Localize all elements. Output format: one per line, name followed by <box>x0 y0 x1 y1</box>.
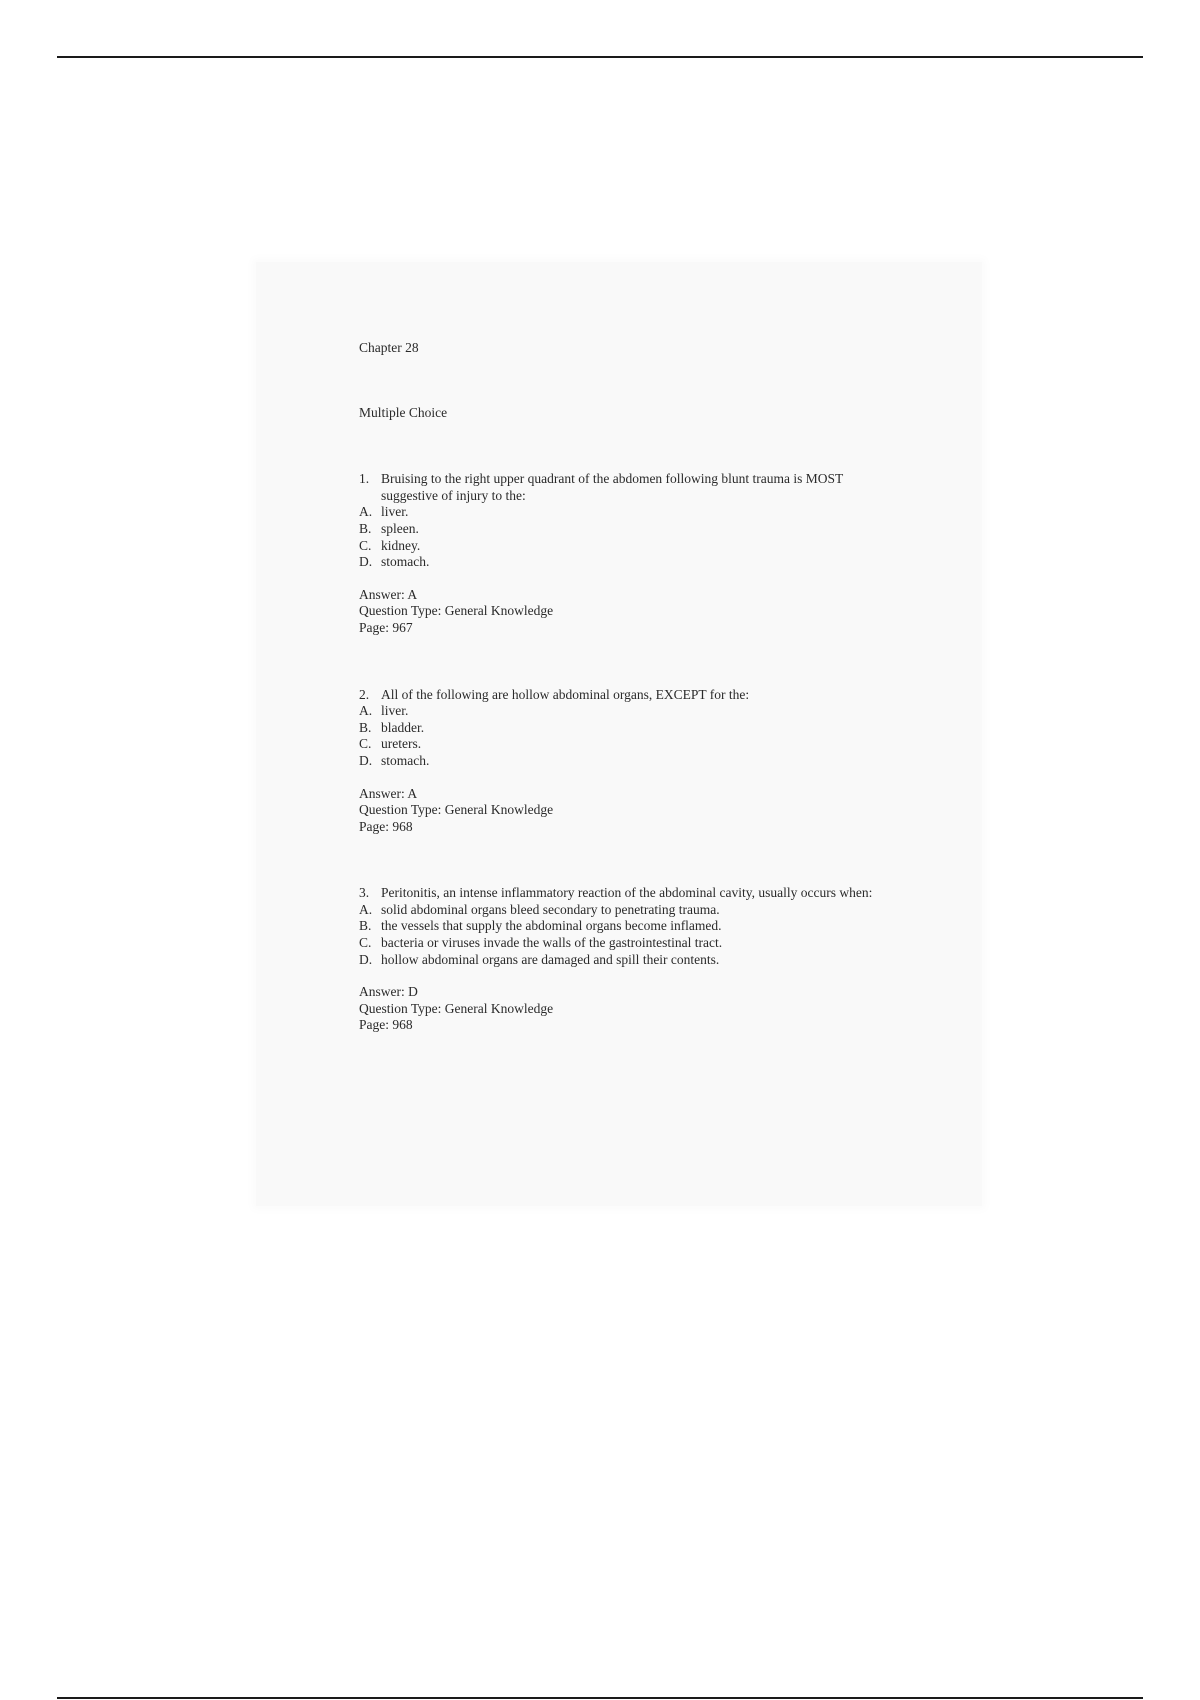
question-number: 3. <box>359 885 370 901</box>
option-list <box>359 703 899 769</box>
option-text: spleen. <box>381 520 419 536</box>
option-letter: C. <box>359 935 372 951</box>
option-letter: B. <box>359 918 372 934</box>
option-letter: A. <box>359 703 373 719</box>
option-text: ureters. <box>381 736 422 752</box>
question-1 <box>359 471 899 636</box>
answer: Answer: A <box>359 785 418 801</box>
section-title: Multiple Choice <box>359 404 448 420</box>
option-c <box>359 538 899 555</box>
question-type: Question Type: General Knowledge <box>359 1000 554 1016</box>
answer: Answer: D <box>359 984 418 1000</box>
option-letter: D. <box>359 752 373 768</box>
option-d <box>359 753 899 770</box>
question-3 <box>359 885 899 1034</box>
header-rule <box>57 56 1143 58</box>
option-text: liver. <box>381 703 409 719</box>
question-stem <box>359 687 899 704</box>
question-text: All of the following are hollow abdominal organs, EXCEPT for the: <box>381 686 750 702</box>
option-b <box>359 918 899 935</box>
option-letter: A. <box>359 901 373 917</box>
option-b <box>359 521 899 538</box>
option-list <box>359 504 899 570</box>
option-a <box>359 703 899 720</box>
question-number: 2. <box>359 686 370 702</box>
option-letter: A. <box>359 504 373 520</box>
option-c <box>359 736 899 753</box>
page-reference: Page: 968 <box>359 818 413 834</box>
answer-block <box>359 984 899 1034</box>
option-text: liver. <box>381 504 409 520</box>
option-letter: D. <box>359 554 373 570</box>
option-list <box>359 902 899 968</box>
answer-block <box>359 587 899 637</box>
option-text: solid abdominal organs bleed secondary to penetrating trauma. <box>381 901 720 917</box>
question-number: 1. <box>359 471 370 487</box>
footer-rule <box>57 1697 1143 1699</box>
option-text: kidney. <box>381 537 421 553</box>
question-text: Bruising to the right upper quadrant of the abdomen following blunt trauma is MOST suggestive of injury to the: <box>381 471 844 503</box>
option-a <box>359 504 899 521</box>
option-text: stomach. <box>381 554 430 570</box>
option-text: bladder. <box>381 719 425 735</box>
question-text: Peritonitis, an intense inflammatory reaction of the abdominal cavity, usually occurs when: <box>381 885 873 901</box>
question-type: Question Type: General Knowledge <box>359 603 554 619</box>
option-d <box>359 554 899 571</box>
option-a <box>359 902 899 919</box>
answer-block <box>359 786 899 836</box>
option-text: hollow abdominal organs are damaged and spill their contents. <box>381 951 720 967</box>
question-type: Question Type: General Knowledge <box>359 802 554 818</box>
page-reference: Page: 967 <box>359 619 413 635</box>
document-content <box>359 340 899 1034</box>
answer: Answer: A <box>359 586 418 602</box>
question-2 <box>359 687 899 836</box>
chapter-title: Chapter 28 <box>359 340 419 355</box>
question-stem <box>359 471 899 504</box>
question-stem <box>359 885 899 902</box>
option-letter: B. <box>359 719 372 735</box>
option-text: bacteria or viruses invade the walls of the gastrointestinal tract. <box>381 935 723 951</box>
option-letter: C. <box>359 537 372 553</box>
option-letter: D. <box>359 951 373 967</box>
page-reference: Page: 968 <box>359 1017 413 1033</box>
option-letter: B. <box>359 520 372 536</box>
option-letter: C. <box>359 736 372 752</box>
option-b <box>359 720 899 737</box>
option-text: the vessels that supply the abdominal organs become inflamed. <box>381 918 722 934</box>
option-d <box>359 952 899 969</box>
option-c <box>359 935 899 952</box>
option-text: stomach. <box>381 752 430 768</box>
